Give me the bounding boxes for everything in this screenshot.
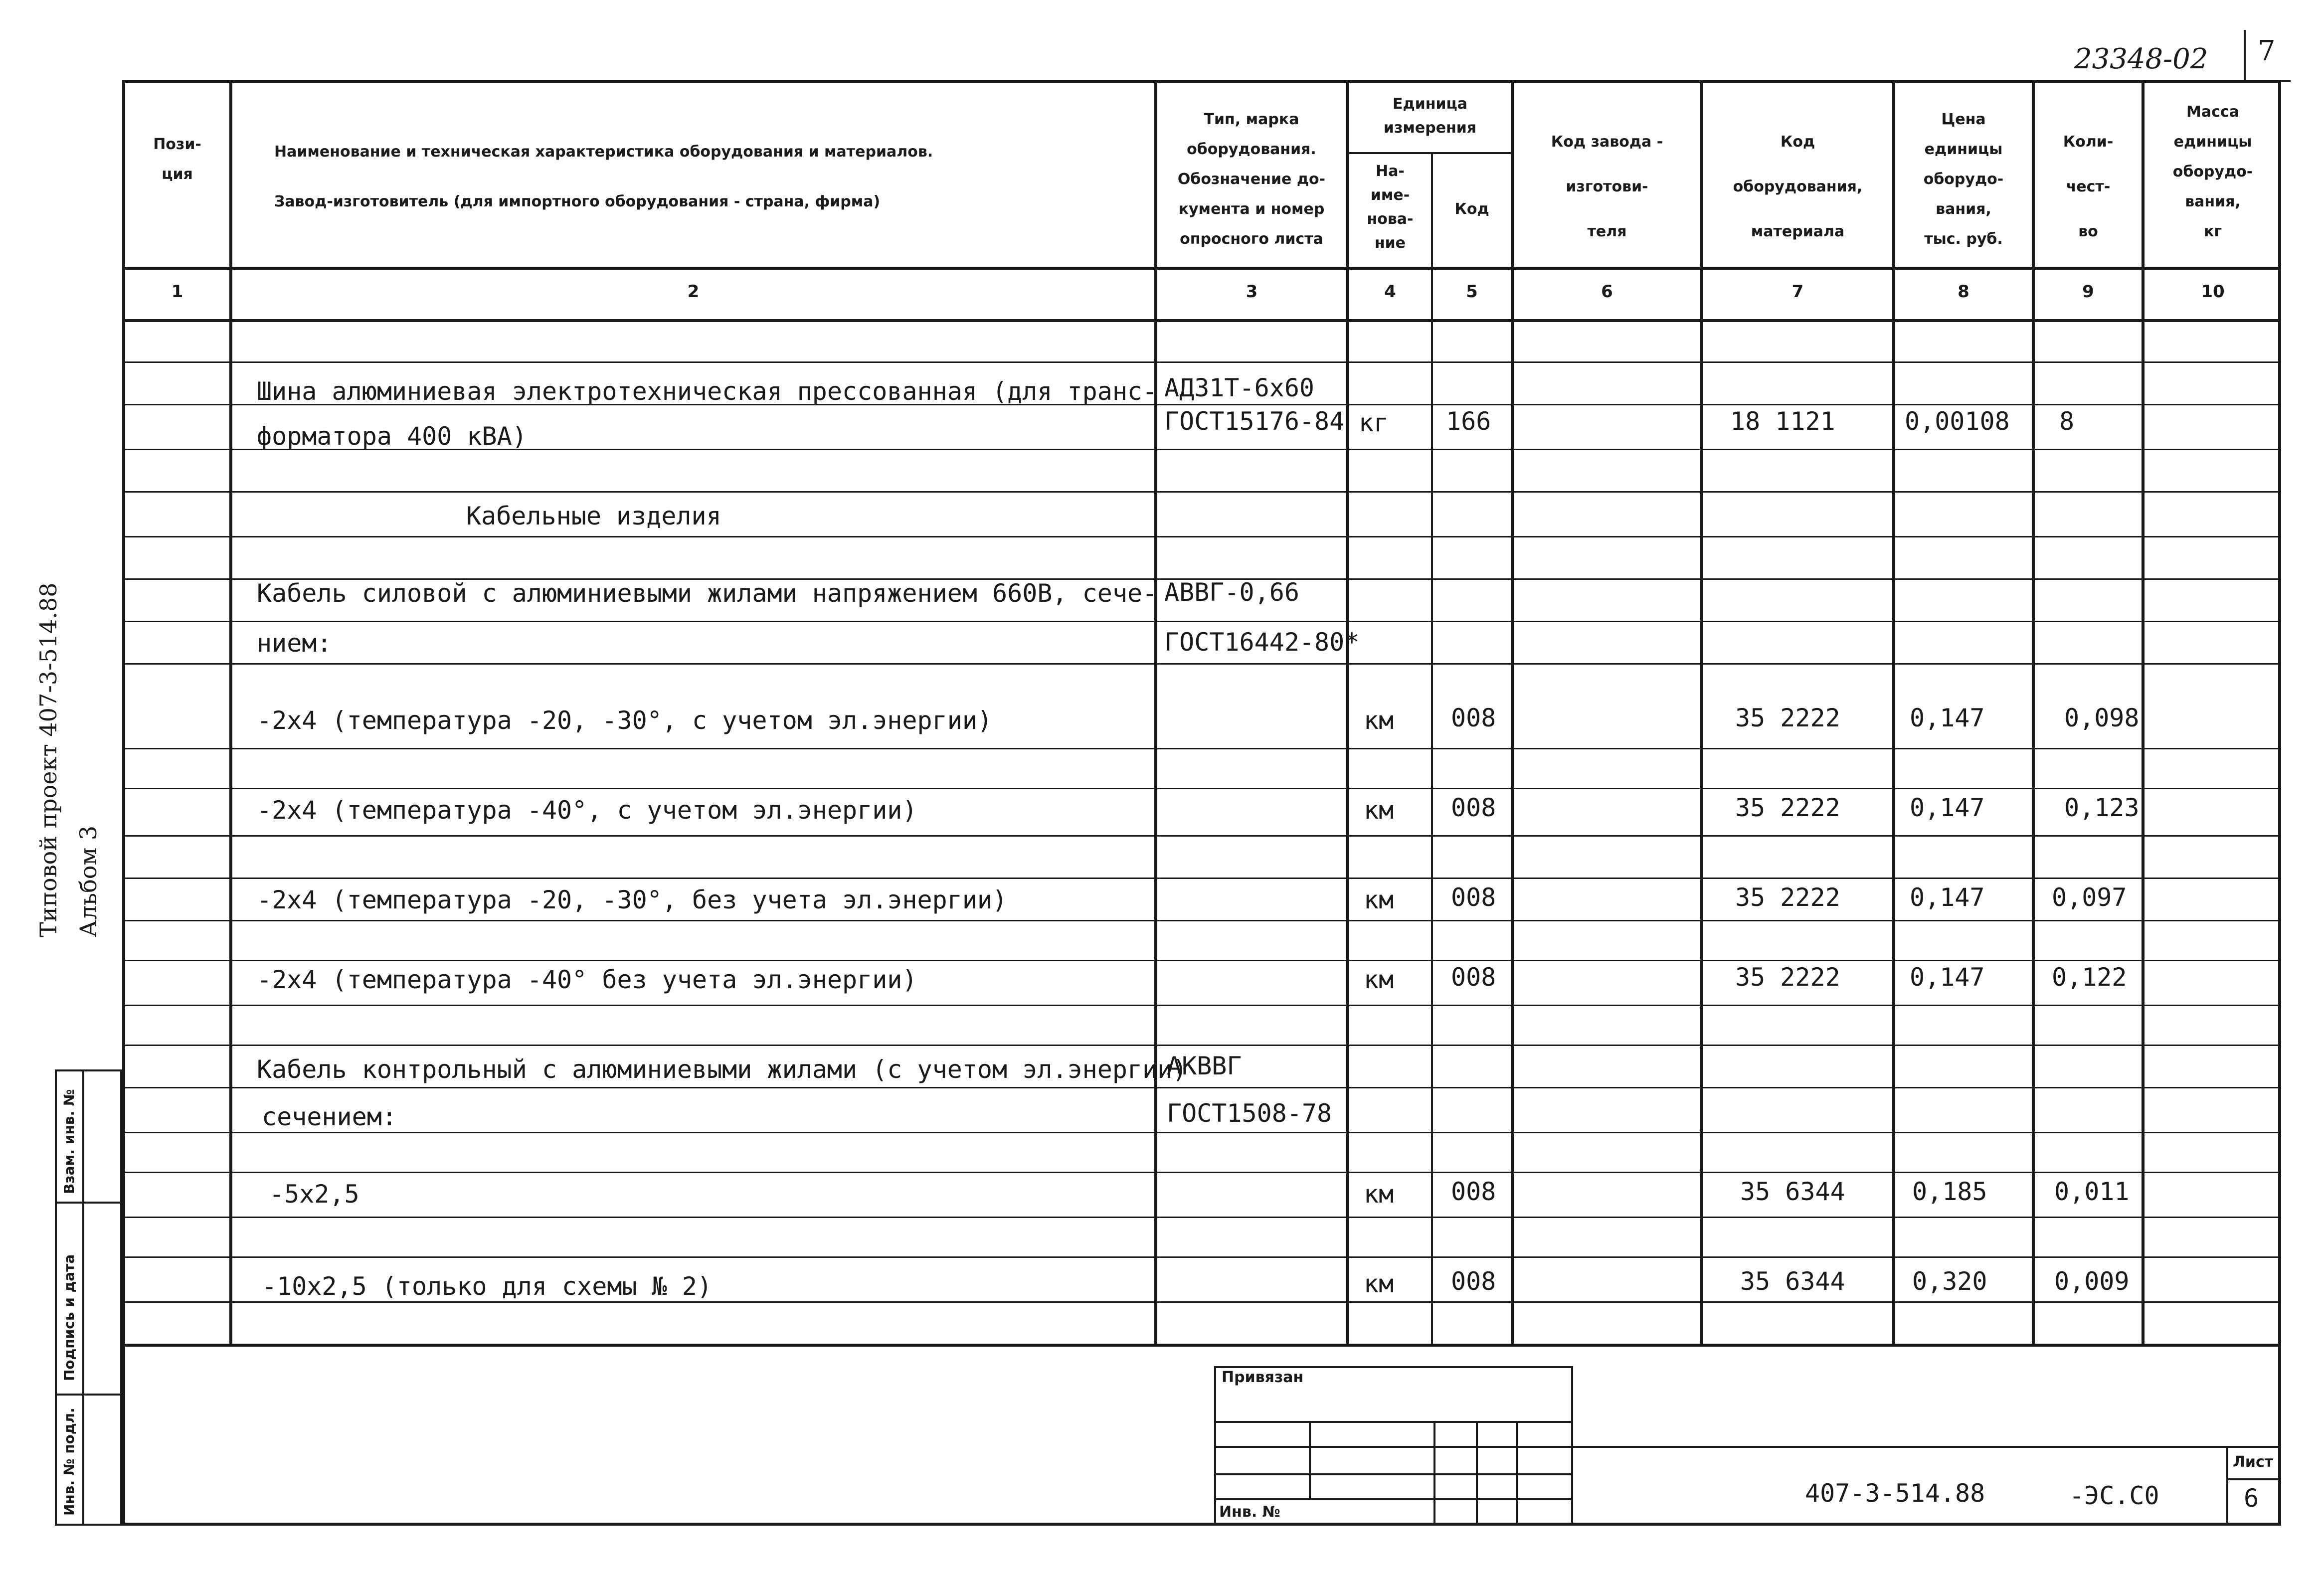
- row-price: 0,320: [1912, 1267, 1987, 1296]
- header-unit: Единица измерения: [1383, 95, 1477, 137]
- colnum-7: 7: [1791, 282, 1804, 302]
- row-line: [122, 491, 2281, 493]
- row-line: [122, 1217, 2281, 1218]
- row-unit-code: 008: [1451, 793, 1496, 822]
- colnum-4: 4: [1384, 282, 1396, 302]
- side-box-inv: Инв. № подл.: [61, 1407, 77, 1516]
- row-unit-code: 008: [1451, 703, 1496, 732]
- row-line: [122, 621, 2281, 622]
- side-title-album: Альбом 3: [75, 825, 102, 937]
- row-unit: км: [1364, 796, 1394, 825]
- header-unit-name: На- име- нова- ние: [1367, 163, 1414, 252]
- row-material-code: 35 2222: [1735, 793, 1840, 822]
- col-line-3: [1346, 80, 1349, 1346]
- row-quantity: 0,011: [2054, 1177, 2130, 1206]
- row-material-code: 35 6344: [1740, 1267, 1845, 1296]
- row-line: [122, 361, 2281, 363]
- title-line: [1573, 1446, 2281, 1448]
- row-unit: кг: [1359, 408, 1389, 437]
- stamp-vline: [1433, 1421, 1435, 1526]
- row-line: [122, 748, 2281, 749]
- row-quantity: 0,123: [2064, 793, 2140, 822]
- row-price: 0,185: [1912, 1177, 1987, 1206]
- row-unit: км: [1364, 885, 1394, 914]
- header-unit-code: Код: [1454, 200, 1489, 218]
- stamp-vline: [1476, 1421, 1478, 1526]
- row-line: [122, 1172, 2281, 1173]
- sheet-label: Лист: [2233, 1453, 2274, 1471]
- stamp-privyazan: Привязан: [1222, 1369, 1304, 1386]
- colnum-8: 8: [1958, 282, 1969, 302]
- row-name: -5х2,5: [269, 1180, 359, 1209]
- row-quantity: 0,009: [2054, 1267, 2130, 1296]
- row-name: -2х4 (температура -20, -30°, с учетом эл.энергии): [257, 706, 993, 735]
- row-line: [122, 835, 2281, 837]
- row-unit-code: 008: [1451, 1267, 1496, 1296]
- side-stamp-line-1: [55, 1202, 122, 1204]
- section-title: Кабельные изделия: [466, 502, 721, 530]
- row-type: ГОСТ15176-84: [1164, 407, 1345, 436]
- row-line: [122, 1087, 2281, 1088]
- row-name: Кабель силовой с алюминиевыми жилами напряжением 660В, сече-: [257, 579, 1158, 608]
- row-type: АД31Т-6х60: [1164, 373, 1315, 402]
- row-type: АВВГ-0,66: [1164, 578, 1299, 607]
- row-name: сечением:: [262, 1102, 397, 1131]
- row-line: [122, 1045, 2281, 1046]
- page-corner-number: 7: [2258, 35, 2276, 67]
- side-box-signature: Подпись и дата: [61, 1254, 77, 1381]
- stamp-vline: [1516, 1421, 1518, 1526]
- row-name: -10х2,5 (только для схемы № 2): [262, 1272, 713, 1301]
- row-name: нием:: [257, 629, 332, 658]
- colnum-2: 2: [687, 282, 700, 302]
- row-price: 0,147: [1910, 883, 1985, 912]
- row-material-code: 18 1121: [1730, 407, 1835, 436]
- row-price: 0,147: [1910, 963, 1985, 992]
- stamp-line: [1214, 1446, 1573, 1448]
- row-unit-code: 008: [1451, 1177, 1496, 1206]
- header-mass: Масса единицы оборудо- вания, кг: [2172, 103, 2253, 240]
- stamp-line: [1214, 1473, 1573, 1475]
- row-unit-code: 166: [1446, 407, 1491, 436]
- side-stamp-divider: [82, 1069, 84, 1526]
- side-title-project: Типовой проект 407-3-514.88: [35, 582, 62, 937]
- row-price: 0,147: [1910, 703, 1985, 732]
- sheet-box-line: [2226, 1478, 2281, 1480]
- header-plant-code: Код завода - изготови- теля: [1551, 133, 1663, 240]
- colnum-bottom-line: [122, 319, 2281, 322]
- sheet-number: 6: [2244, 1484, 2259, 1513]
- stamp-inv-no: Инв. №: [1219, 1503, 1280, 1521]
- table-bottom-line: [122, 1344, 2281, 1347]
- colnum-3: 3: [1246, 282, 1258, 302]
- colnum-1: 1: [171, 282, 183, 302]
- colnum-9: 9: [2082, 282, 2094, 302]
- row-material-code: 35 2222: [1735, 963, 1840, 992]
- colnum-6: 6: [1601, 282, 1613, 302]
- row-line: [122, 1301, 2281, 1303]
- row-material-code: 35 2222: [1735, 703, 1840, 732]
- stamp-line: [1214, 1421, 1573, 1423]
- header-name: Наименование и техническая характеристика оборудования и материалов. Завод-изготовитель (для импортного оборудования - страна, фирма): [274, 143, 933, 210]
- side-box-vzam: Взам. инв. №: [61, 1089, 77, 1194]
- row-line: [122, 920, 2281, 921]
- header-price: Цена единицы оборудо- вания, тыс. руб.: [1923, 111, 2004, 248]
- unit-split-line: [1346, 152, 1511, 154]
- row-line: [122, 1256, 2281, 1258]
- row-quantity: 8: [2059, 407, 2075, 436]
- row-name: Кабель контрольный с алюминиевыми жилами (с учетом эл.энергии): [257, 1055, 1188, 1084]
- row-line: [122, 1005, 2281, 1006]
- col-line-9: [2142, 80, 2145, 1346]
- row-line: [122, 788, 2281, 789]
- row-type: ГОСТ16442-80*: [1164, 628, 1360, 657]
- row-unit: км: [1364, 1269, 1394, 1298]
- side-stamp-line-2: [55, 1394, 122, 1396]
- header-bottom-line: [122, 267, 2281, 270]
- row-price: 0,147: [1910, 793, 1985, 822]
- header-position: Пози- ция: [153, 136, 201, 183]
- project-code: 407-3-514.88: [1805, 1479, 1985, 1508]
- stamp-vline: [1309, 1421, 1311, 1498]
- row-name: -2х4 (температура -40°, с учетом эл.энергии): [257, 796, 917, 825]
- row-price: 0,00108: [1905, 407, 2010, 436]
- row-line: [122, 536, 2281, 537]
- col-line-1: [229, 80, 232, 1346]
- row-line: [122, 663, 2281, 665]
- row-line: [122, 878, 2281, 879]
- row-line: [122, 960, 2281, 961]
- row-name: форматора 400 кВА): [257, 422, 527, 451]
- col-line-2: [1154, 80, 1157, 1346]
- row-type: ГОСТ1508-78: [1167, 1099, 1332, 1128]
- row-quantity: 0,097: [2052, 883, 2127, 912]
- row-quantity: 0,098: [2064, 703, 2140, 732]
- document-suffix: -ЭС.С0: [2069, 1481, 2159, 1510]
- row-unit: км: [1364, 965, 1394, 994]
- row-name: -2х4 (температура -40° без учета эл.энергии): [257, 965, 917, 994]
- header-material-code: Код оборудования, материала: [1733, 133, 1863, 240]
- col-line-7: [1892, 80, 1895, 1346]
- col-line-6: [1700, 80, 1703, 1346]
- col-line-5: [1511, 80, 1514, 1346]
- row-material-code: 35 6344: [1740, 1177, 1845, 1206]
- row-unit: км: [1364, 1180, 1394, 1209]
- header-quantity: Коли- чест- во: [2063, 133, 2114, 240]
- row-name: Шина алюминиевая электротехническая прессованная (для транс-: [257, 377, 1158, 406]
- document-number: 23348-02: [2074, 43, 2208, 75]
- header-type: Тип, марка оборудования. Обозначение до- кумента и номер опросного листа: [1177, 111, 1326, 248]
- colnum-5: 5: [1466, 282, 1478, 302]
- row-type: АКВВГ: [1167, 1052, 1242, 1080]
- row-unit-code: 008: [1451, 883, 1496, 912]
- row-quantity: 0,122: [2052, 963, 2127, 992]
- row-unit-code: 008: [1451, 963, 1496, 992]
- colnum-10: 10: [2201, 282, 2225, 302]
- row-unit: км: [1364, 706, 1394, 735]
- row-name: -2х4 (температура -20, -30°, без учета эл.энергии): [257, 885, 1008, 914]
- stamp-line: [1214, 1498, 1573, 1500]
- row-line: [122, 1132, 2281, 1133]
- row-material-code: 35 2222: [1735, 883, 1840, 912]
- col-line-8: [2032, 80, 2035, 1346]
